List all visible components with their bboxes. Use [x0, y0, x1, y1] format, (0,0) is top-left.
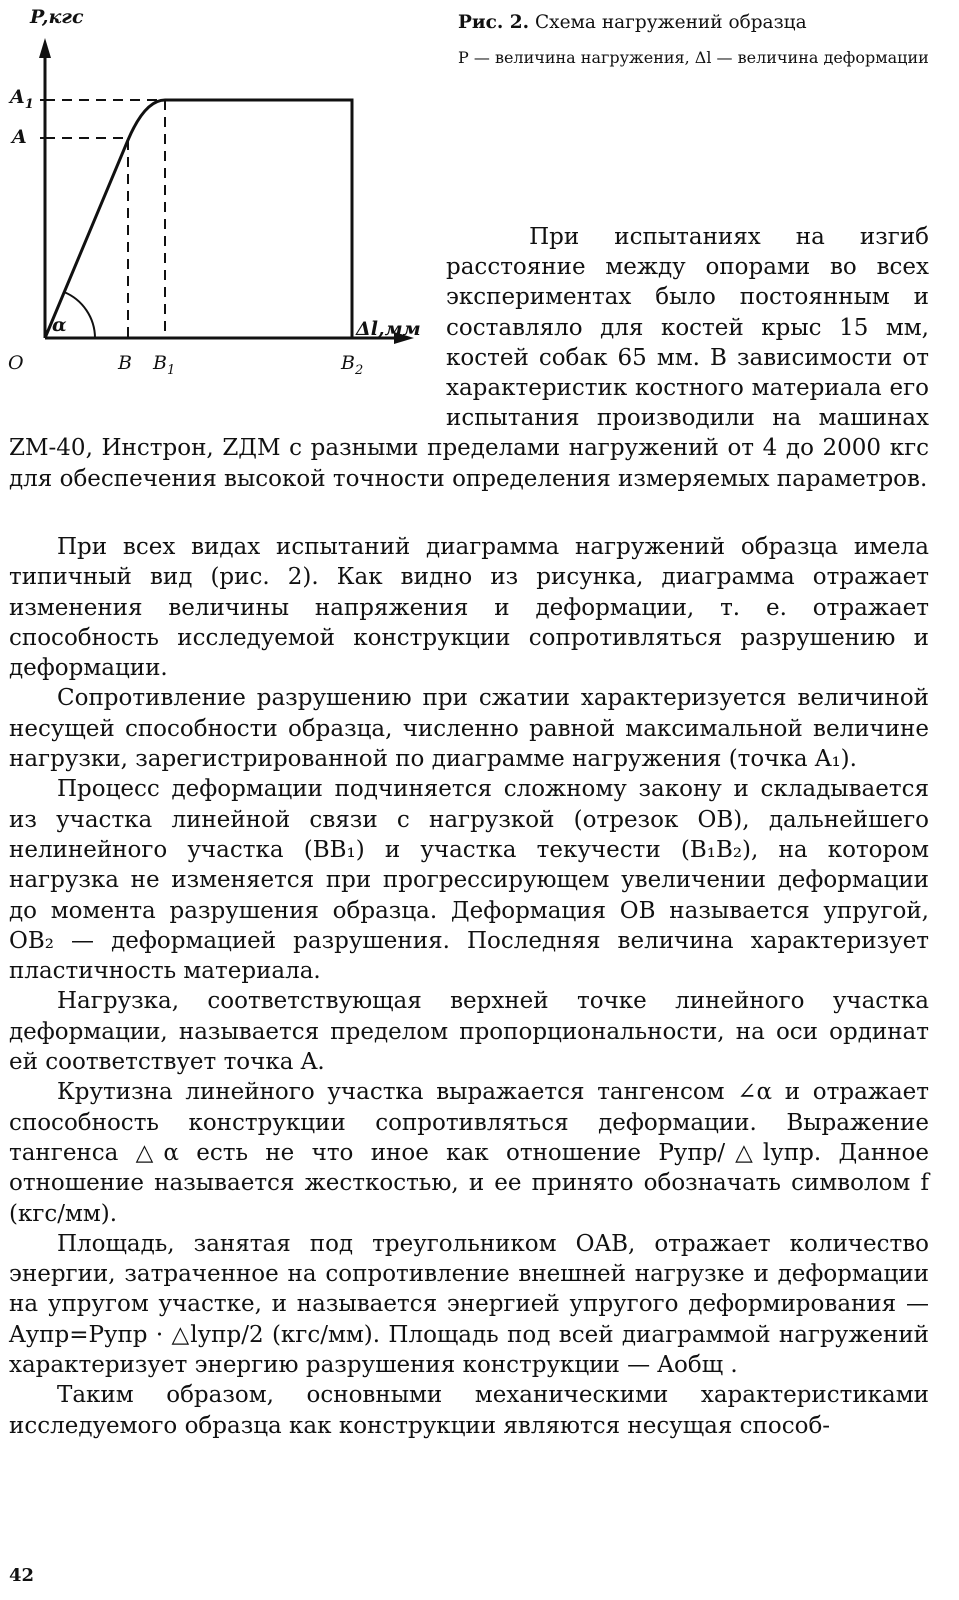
paragraph-2: Сопротивление разрушению при сжатии характеризуется величиной несущей способности образца, численно равной максимальной величине нагрузки, зарегистрированной по диаграмме нагружения (точка A₁).	[9, 685, 929, 773]
point-B1-label: $B_1$	[153, 352, 176, 378]
alpha-label: α	[52, 314, 67, 336]
paragraph-6: Площадь, занятая под треугольником OAB, отражает количество энергии, затраченное на сопротивление внешней нагрузке и деформации на упругом участке, и называется энергией упругого деформирования — Aупр=Pупр · △lупр/2 (кгс/мм). Площадь под всей диаграммой нагружений характеризует энергию разрушения конструкции — Aобщ .	[9, 1230, 929, 1379]
figure-caption	[458, 10, 943, 70]
intro-continuation	[9, 222, 929, 494]
point-A1-label: $A_1$	[10, 86, 34, 112]
point-A-label: A	[12, 126, 27, 148]
caption-title	[458, 10, 943, 36]
point-B-label: B	[118, 352, 132, 374]
intro-text: При испытаниях на изгиб расстояние между опорами во всех экспериментах было постоянным и составляло для костей крыс 15 мм, костей собак 65 мм. В зависимости от характеристик костного материала его испытания производили на машинах ZM-40, Инстрон, ZДМ с разными пределами нагружений от 4 до 2000 кгс для обеспечения высокой точности определения измеряемых параметров.	[9, 224, 930, 492]
figure-float-spacer	[9, 222, 446, 407]
paragraph-7: Таким образом, основными механическими характеристиками исследуемого образца как конструкции являются несущая способ-	[9, 1382, 929, 1439]
paragraph-4: Нагрузка, соответствующая верхней точке линейного участка деформации, называется пределом пропорциональности, на оси ординат ей соответствует точка A.	[9, 988, 929, 1076]
paragraph-3: Процесс деформации подчиняется сложному закону и складывается из участка линейной связи с нагрузкой (отрезок OB), дальнейшего нелинейного участка (BB₁) и участка текучести (B₁B₂), на котором нагрузка не изменяется при прогрессирующем увеличении деформации до момента разрушения образца. Деформация OB называется упругой, OB₂ — деформацией разрушения. Последняя величина характеризует пластичность материала.	[9, 776, 929, 985]
y-axis-label: P,кгс	[30, 6, 84, 28]
paragraph-5: Крутизна линейного участка выражается тангенсом ∠α и отражает способность конструкции сопротивляться деформации. Выражение тангенса △α есть не что иное как отношение Pупр/△lупр. Данное отношение называется жесткостью, и ее принято обозначать символом f (кгс/мм).	[9, 1079, 929, 1227]
y-axis-arrow	[39, 38, 51, 58]
main-paragraphs	[9, 532, 929, 1441]
point-O-label: O	[8, 352, 24, 374]
caption-label: Рис. 2.	[458, 12, 530, 33]
paragraph-1: При всех видах испытаний диаграмма нагружений образца имела типичный вид (рис. 2). Как видно из рисунка, диаграмма отражает изменения величины напряжения и деформации, т. е. отражает способность исследуемой конструкции сопротивляться разрушению и деформации.	[9, 534, 929, 682]
point-B2-label: $B_2$	[341, 352, 364, 378]
caption-title-text: Схема нагружений образца	[534, 12, 807, 33]
x-axis-label: Δl,мм	[356, 318, 421, 340]
caption-description: P — величина нагружения, Δl — величина деформации	[458, 48, 929, 67]
page-number: 42	[9, 1565, 35, 1586]
